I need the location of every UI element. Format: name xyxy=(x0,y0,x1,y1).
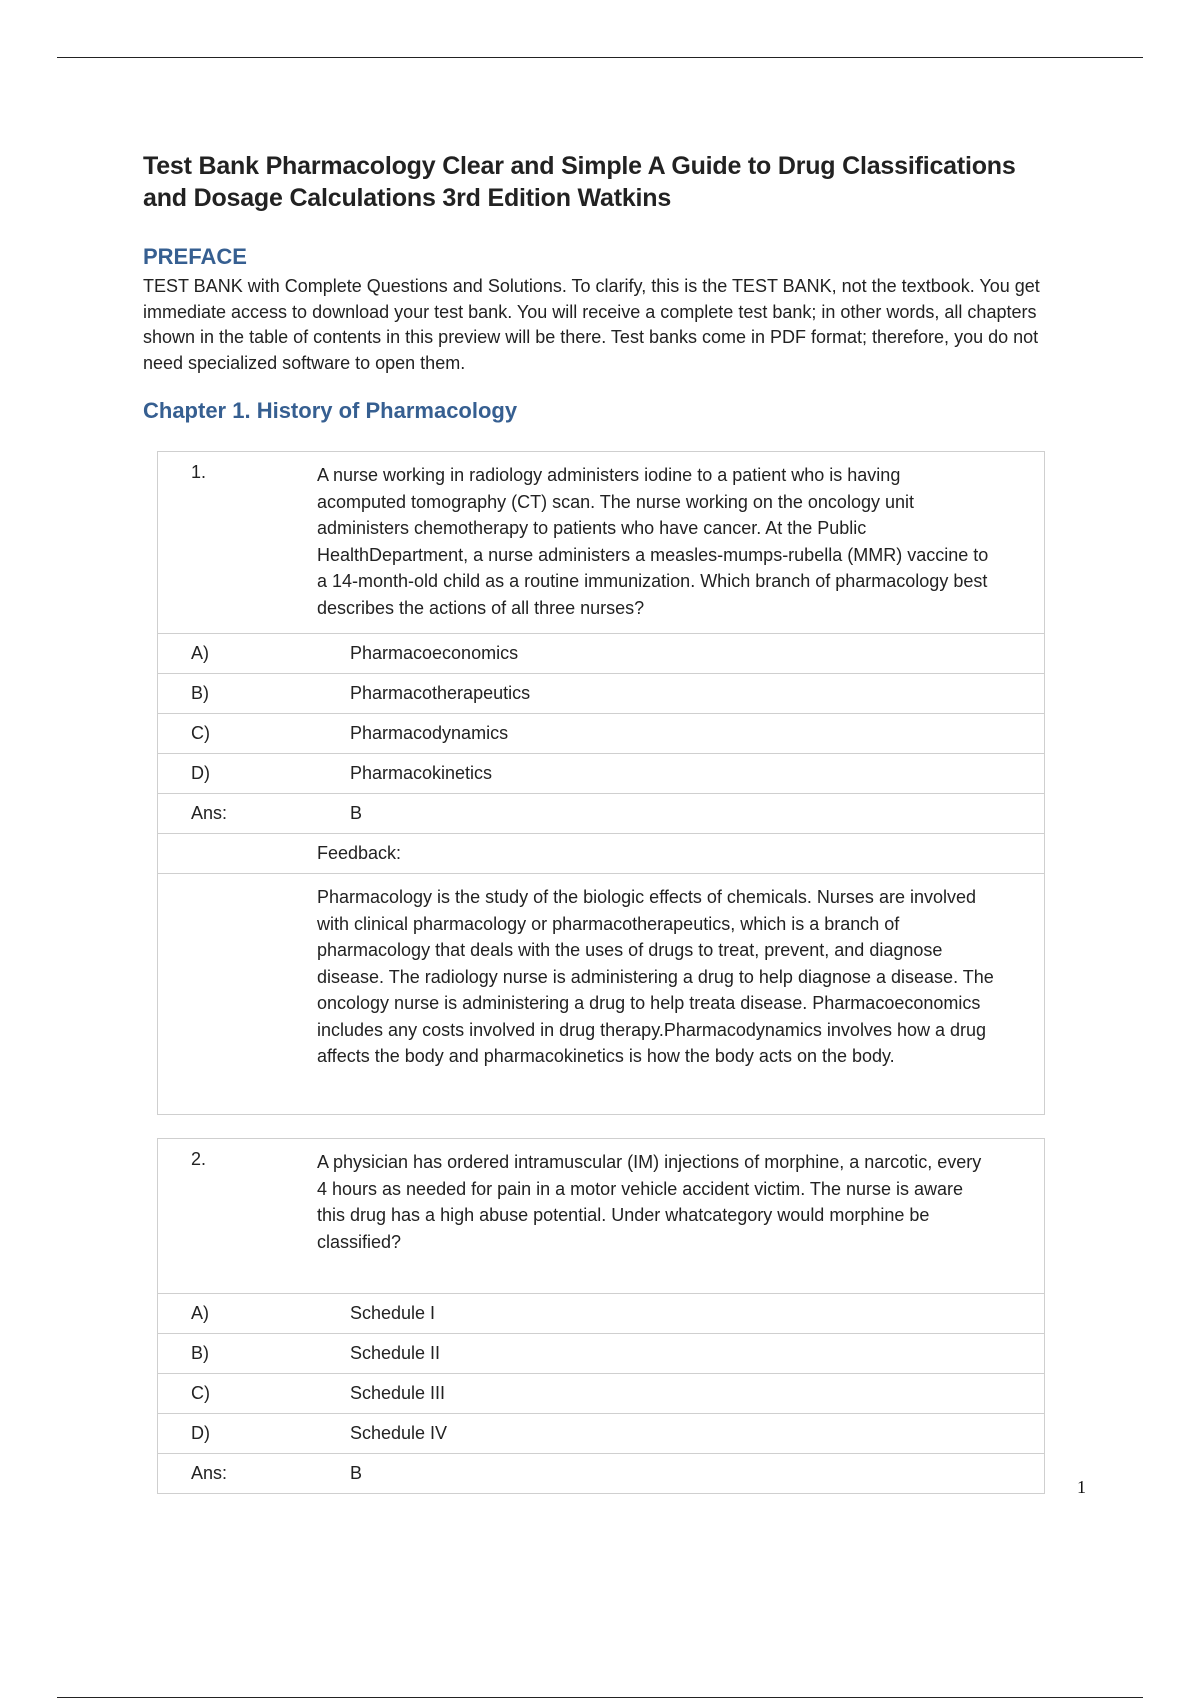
question-stem: A nurse working in radiology administers iodine to a patient who is having acomputed tomography (CT) scan. The nurse working on the oncology unit administers chemotherapy to patients who have cancer. At the Public HealthDepartment, a nurse administers a measles-mumps-rubella (MMR) vaccine to a 14-month-old child as a routine immunization. Which branch of pharmacology best describes the actions of all three nurses? xyxy=(317,465,989,618)
option-text: Pharmacokinetics xyxy=(317,754,1045,794)
preface-text: TEST BANK with Complete Questions and Solutions. To clarify, this is the TEST BANK, not the textbook. You get immediate access to download your test bank. You will receive a complete test bank; in other words, all chapters shown in the table of contents in this preview will be there. Test banks come in PDF format; therefore, you do not need specialized software to open them. xyxy=(143,276,1040,373)
option-row xyxy=(158,1414,1045,1454)
top-rule xyxy=(57,57,1143,58)
option-row xyxy=(158,1334,1045,1374)
option-text: Schedule IV xyxy=(317,1414,1045,1454)
question-1-table xyxy=(157,451,1045,1115)
question-number: 2. xyxy=(191,1149,207,1169)
option-label: C) xyxy=(158,1374,318,1414)
option-label: B) xyxy=(158,1334,318,1374)
answer-label: Ans: xyxy=(158,1454,318,1494)
answer-row xyxy=(158,794,1045,834)
option-row xyxy=(158,714,1045,754)
answer-row xyxy=(158,1454,1045,1494)
feedback-label-row xyxy=(158,834,1045,874)
question-2-table xyxy=(157,1138,1045,1494)
question-stem: A physician has ordered intramuscular (IM) injections of morphine, a narcotic, every 4 hours as needed for pain in a motor vehicle accident victim. The nurse is aware this drug has a high abuse potential. Under whatcategory would morphine be classified? xyxy=(317,1152,982,1252)
option-row xyxy=(158,754,1045,794)
page-number: 1 xyxy=(1077,1477,1086,1497)
preface-heading: PREFACE xyxy=(143,244,247,269)
option-row xyxy=(158,1374,1045,1414)
option-text: Pharmacoeconomics xyxy=(317,634,1045,674)
option-row xyxy=(158,1294,1045,1334)
feedback-row xyxy=(158,874,1045,1115)
option-label: D) xyxy=(158,754,318,794)
option-text: Schedule I xyxy=(317,1294,1045,1334)
option-label: D) xyxy=(158,1414,318,1454)
document-title: Test Bank Pharmacology Clear and Simple A Guide to Drug Classifications and Dosage Calculations 3rd Edition Watkins xyxy=(143,152,1016,212)
question-number: 1. xyxy=(191,462,207,482)
document-body xyxy=(143,150,1063,424)
chapter-heading: Chapter 1. History of Pharmacology xyxy=(143,398,518,423)
option-text: Pharmacotherapeutics xyxy=(317,674,1045,714)
feedback-text: Pharmacology is the study of the biologic effects of chemicals. Nurses are involved with clinical pharmacology or pharmacotherapeutics, which is a branch of pharmacology that deals with the uses of drugs to treat, prevent, and diagnose disease. The radiology nurse is administering a drug to help diagnose a disease. The oncology nurse is administering a drug to help treata disease. Pharmacoeconomics includes any costs involved in drug therapy.Pharmacodynamics involves how a drug affects the body and pharmacokinetics is how the body acts on the body. xyxy=(317,874,1045,1115)
feedback-label: Feedback: xyxy=(317,834,1045,874)
option-row xyxy=(158,674,1045,714)
option-text: Schedule III xyxy=(317,1374,1045,1414)
answer-label: Ans: xyxy=(158,794,318,834)
answer-value: B xyxy=(317,1454,1045,1494)
question-stem-row xyxy=(158,452,1045,634)
option-label: A) xyxy=(158,1294,318,1334)
option-text: Pharmacodynamics xyxy=(317,714,1045,754)
option-label: B) xyxy=(158,674,318,714)
option-label: A) xyxy=(158,634,318,674)
option-row xyxy=(158,634,1045,674)
option-text: Schedule II xyxy=(317,1334,1045,1374)
bottom-rule xyxy=(57,1697,1143,1698)
question-stem-row xyxy=(158,1139,1045,1294)
option-label: C) xyxy=(158,714,318,754)
answer-value: B xyxy=(317,794,1045,834)
